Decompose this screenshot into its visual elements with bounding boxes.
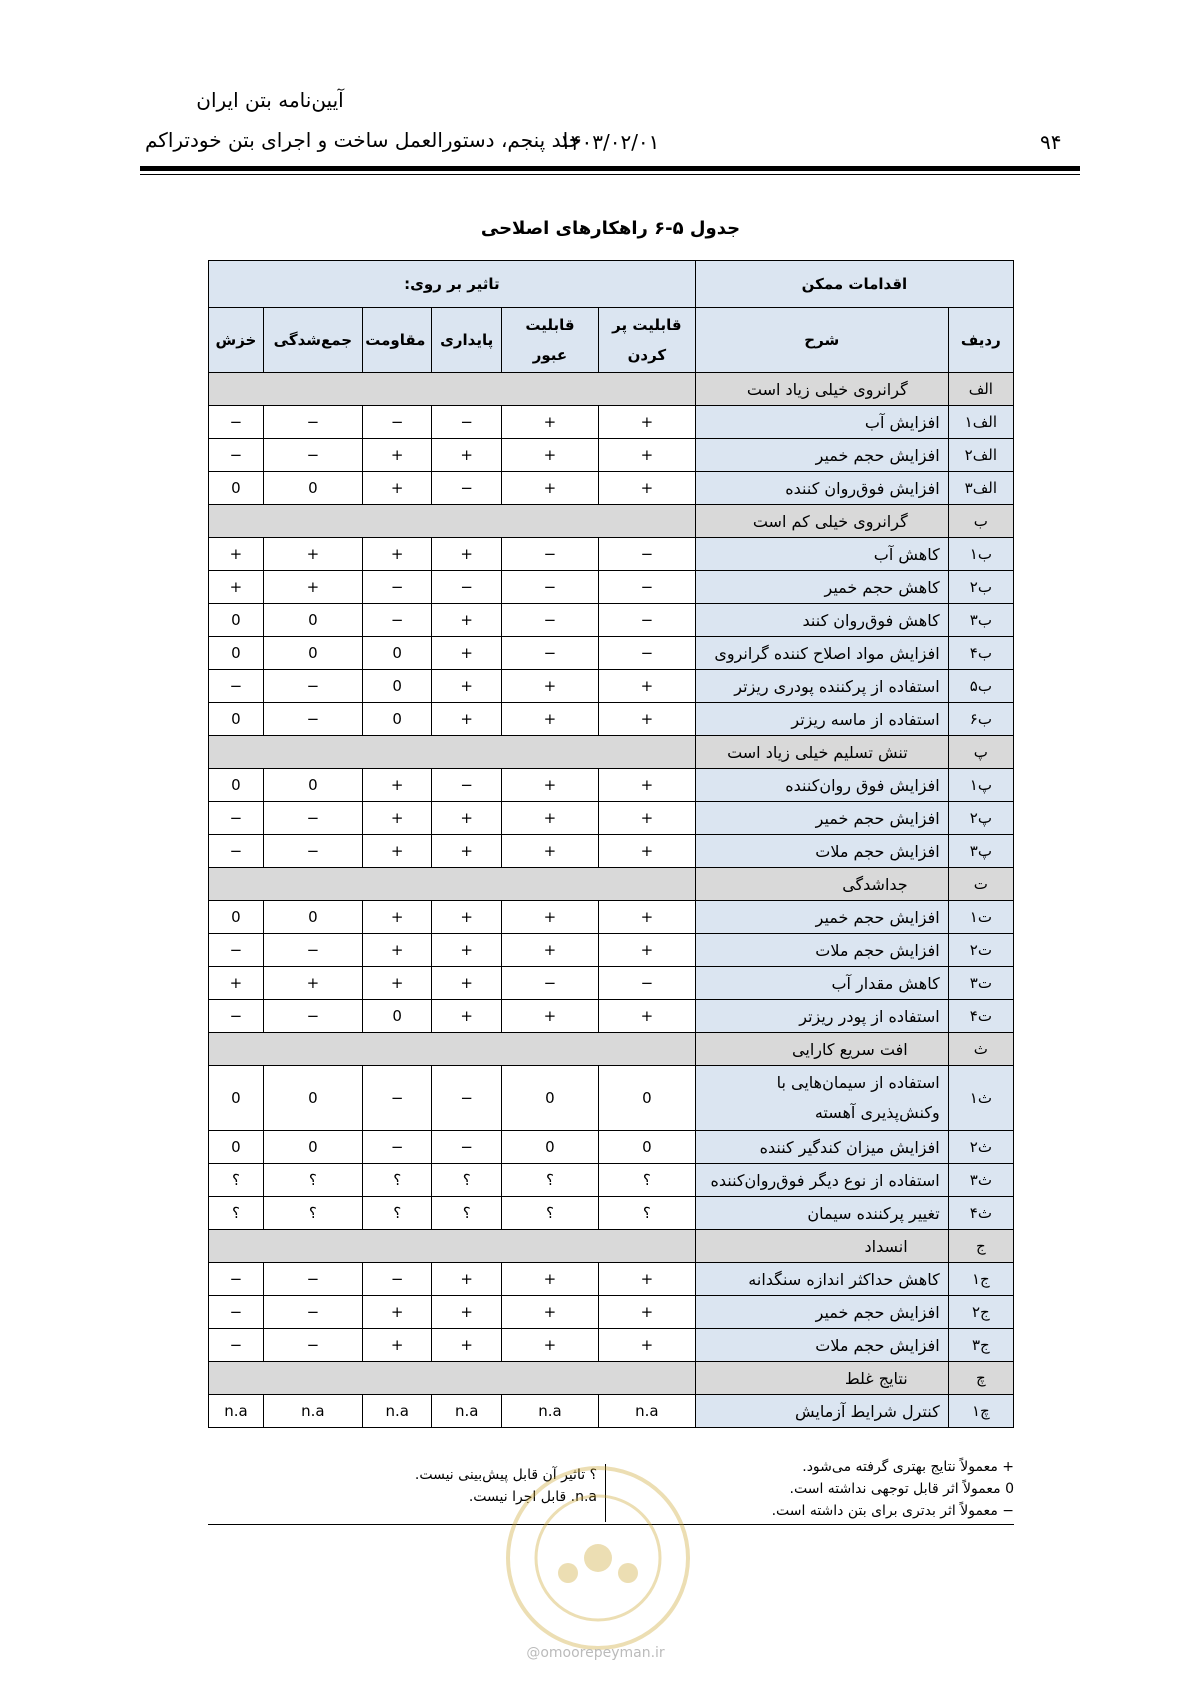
- row-id: ث۳: [948, 1164, 1013, 1197]
- row-desc: کاهش فوق‌روان کنند: [695, 604, 948, 637]
- effect-cell: +: [263, 967, 362, 1000]
- row-id: الف۳: [948, 472, 1013, 505]
- section-row: [209, 1033, 1014, 1066]
- effect-cell: +: [501, 703, 598, 736]
- effect-cell: 0: [209, 1066, 264, 1131]
- row-id: ب۲: [948, 571, 1013, 604]
- section-code: ت: [948, 868, 1013, 901]
- group-actions-header: اقدامات ممکن: [695, 261, 1013, 308]
- row-desc: کاهش حجم خمیر: [695, 571, 948, 604]
- effect-cell: +: [598, 835, 695, 868]
- effect-cell: +: [432, 538, 502, 571]
- section-title: نتایج غلط: [695, 1362, 948, 1395]
- effect-cell: 0: [209, 769, 264, 802]
- table-row: [209, 802, 1014, 835]
- effect-cell: 0: [209, 1131, 264, 1164]
- row-id: ث۱: [948, 1066, 1013, 1131]
- effect-cell: +: [362, 835, 432, 868]
- effect-cell: −: [263, 934, 362, 967]
- row-desc: افزایش حجم خمیر: [695, 901, 948, 934]
- effect-cell: −: [362, 604, 432, 637]
- row-desc: افزایش میزان کندگیر کننده: [695, 1131, 948, 1164]
- effect-cell: −: [209, 802, 264, 835]
- col-header-row: ردیف: [948, 308, 1013, 373]
- effect-cell: +: [501, 769, 598, 802]
- effect-cell: −: [598, 571, 695, 604]
- effect-cell: +: [501, 802, 598, 835]
- table-row: [209, 901, 1014, 934]
- watermark-text: @omoorepeyman.ir: [526, 1645, 665, 1661]
- col-header-stability: پایداری: [432, 308, 502, 373]
- effect-cell: 0: [209, 604, 264, 637]
- section-code: ث: [948, 1033, 1013, 1066]
- effect-cell: 0: [362, 1000, 432, 1033]
- effect-cell: +: [501, 835, 598, 868]
- col-header-pass-line2: عبور: [532, 346, 568, 364]
- effect-cell: −: [263, 703, 362, 736]
- effect-cell: +: [432, 439, 502, 472]
- effect-cell: −: [362, 1066, 432, 1131]
- section-code: ج: [948, 1230, 1013, 1263]
- effect-cell: +: [501, 901, 598, 934]
- col-header-fill-line1: قابلیت پر: [612, 316, 682, 334]
- effect-cell: +: [209, 967, 264, 1000]
- effect-cell: +: [598, 1329, 695, 1362]
- row-id: الف۱: [948, 406, 1013, 439]
- row-id: الف۲: [948, 439, 1013, 472]
- col-header-desc: شرح: [695, 308, 948, 373]
- section-title: تنش تسلیم خیلی زیاد است: [695, 736, 948, 769]
- effect-cell: −: [263, 670, 362, 703]
- effect-cell: 0: [501, 1066, 598, 1131]
- table-row: [209, 967, 1014, 1000]
- table-row: [209, 538, 1014, 571]
- effect-cell: +: [362, 802, 432, 835]
- effect-cell: +: [362, 901, 432, 934]
- section-filler: [209, 868, 696, 901]
- effect-cell: +: [209, 571, 264, 604]
- effect-cell: +: [598, 1000, 695, 1033]
- effect-cell: +: [362, 1296, 432, 1329]
- table-row: [209, 1131, 1014, 1164]
- effect-cell: −: [598, 604, 695, 637]
- row-id: ت۱: [948, 901, 1013, 934]
- effect-cell: −: [598, 538, 695, 571]
- section-filler: [209, 373, 696, 406]
- col-header-pass-line1: قابلیت: [525, 316, 575, 334]
- table-row: [209, 1197, 1014, 1230]
- row-desc: استفاده از پودر ریزتر: [695, 1000, 948, 1033]
- row-id: ب۴: [948, 637, 1013, 670]
- effect-cell: n.a: [598, 1395, 695, 1428]
- row-id: ج۱: [948, 1263, 1013, 1296]
- row-desc: افزایش حجم خمیر: [695, 802, 948, 835]
- effect-cell: +: [501, 439, 598, 472]
- section-title: افت سریع کارایی: [695, 1033, 948, 1066]
- table-row: [209, 1066, 1014, 1131]
- effect-cell: n.a: [263, 1395, 362, 1428]
- col-header-strength: مقاومت: [362, 308, 432, 373]
- effect-cell: +: [598, 703, 695, 736]
- row-desc: کاهش آب: [695, 538, 948, 571]
- effect-cell: ؟: [432, 1164, 502, 1197]
- section-row: [209, 373, 1014, 406]
- effect-cell: n.a: [362, 1395, 432, 1428]
- row-id: ب۵: [948, 670, 1013, 703]
- effect-cell: ؟: [263, 1197, 362, 1230]
- table-row: [209, 1263, 1014, 1296]
- table-row: [209, 637, 1014, 670]
- legend-minus: − معمولاً اثر بدتری برای بتن داشته است.: [771, 1503, 1014, 1519]
- table-caption: جدول ۵-۶ راهکارهای اصلاحی: [480, 218, 741, 239]
- effect-cell: ؟: [501, 1197, 598, 1230]
- row-desc-line1: استفاده از سیمان‌هایی با: [776, 1073, 940, 1092]
- effect-cell: 0: [501, 1131, 598, 1164]
- effect-cell: +: [432, 1296, 502, 1329]
- table-row: [209, 604, 1014, 637]
- effect-cell: −: [362, 406, 432, 439]
- effect-cell: +: [362, 439, 432, 472]
- effect-cell: +: [501, 472, 598, 505]
- effect-cell: 0: [598, 1131, 695, 1164]
- section-code: چ: [948, 1362, 1013, 1395]
- table-row: [209, 472, 1014, 505]
- section-filler: [209, 1362, 696, 1395]
- row-desc: افزایش حجم ملات: [695, 934, 948, 967]
- effect-cell: +: [432, 1000, 502, 1033]
- legend-plus: + معمولاً نتایج بهتری گرفته می‌شود.: [802, 1459, 1014, 1475]
- effect-cell: +: [501, 406, 598, 439]
- effect-cell: 0: [362, 637, 432, 670]
- effect-cell: +: [432, 1263, 502, 1296]
- effect-cell: 0: [362, 703, 432, 736]
- effect-cell: −: [432, 571, 502, 604]
- row-desc: افزایش فوق‌روان کننده: [695, 472, 948, 505]
- effect-cell: ؟: [362, 1197, 432, 1230]
- effect-cell: +: [432, 835, 502, 868]
- effect-cell: +: [209, 538, 264, 571]
- effect-cell: +: [362, 934, 432, 967]
- section-title: انسداد: [695, 1230, 948, 1263]
- document-date: ۱۴۰۳/۰۲/۰۱: [560, 130, 660, 154]
- effect-cell: +: [501, 1263, 598, 1296]
- legend-zero: 0 معمولاً اثر قابل توجهی نداشته است.: [789, 1481, 1014, 1497]
- effect-cell: +: [432, 670, 502, 703]
- effect-cell: n.a: [501, 1395, 598, 1428]
- table-row: [209, 1395, 1014, 1428]
- table-row: [209, 835, 1014, 868]
- row-desc-line2: وکنش‌پذیری آهسته: [814, 1103, 940, 1122]
- section-code: ب: [948, 505, 1013, 538]
- section-filler: [209, 505, 696, 538]
- row-id: ث۲: [948, 1131, 1013, 1164]
- table-row: [209, 571, 1014, 604]
- effect-cell: ؟: [598, 1197, 695, 1230]
- effect-cell: −: [263, 406, 362, 439]
- effect-cell: −: [432, 1066, 502, 1131]
- row-desc: افزایش فوق روان‌کننده: [695, 769, 948, 802]
- section-code: پ: [948, 736, 1013, 769]
- row-desc: کاهش مقدار آب: [695, 967, 948, 1000]
- effect-cell: +: [501, 1296, 598, 1329]
- effect-cell: n.a: [432, 1395, 502, 1428]
- effect-cell: +: [432, 967, 502, 1000]
- effect-cell: +: [362, 769, 432, 802]
- effect-cell: +: [598, 406, 695, 439]
- effect-cell: −: [501, 637, 598, 670]
- effect-cell: −: [432, 1131, 502, 1164]
- effect-cell: −: [501, 538, 598, 571]
- effect-cell: −: [501, 604, 598, 637]
- effect-cell: +: [263, 538, 362, 571]
- row-id: ت۴: [948, 1000, 1013, 1033]
- col-header-pass: [501, 308, 598, 373]
- effect-cell: 0: [263, 1131, 362, 1164]
- row-desc: افزایش آب: [695, 406, 948, 439]
- row-desc: استفاده از نوع دیگر فوق‌روان‌کننده: [695, 1164, 948, 1197]
- effect-cell: +: [598, 1296, 695, 1329]
- effect-cell: +: [432, 934, 502, 967]
- effect-cell: ؟: [209, 1164, 264, 1197]
- effect-cell: −: [501, 571, 598, 604]
- row-desc: استفاده از پرکننده پودری ریزتر: [695, 670, 948, 703]
- effect-cell: 0: [598, 1066, 695, 1131]
- effect-cell: −: [432, 406, 502, 439]
- table-row: [209, 1000, 1014, 1033]
- row-id: ت۳: [948, 967, 1013, 1000]
- effect-cell: +: [598, 670, 695, 703]
- effect-cell: −: [209, 1296, 264, 1329]
- row-id: ب۱: [948, 538, 1013, 571]
- effect-cell: −: [263, 439, 362, 472]
- effect-cell: −: [263, 835, 362, 868]
- effect-cell: −: [362, 571, 432, 604]
- effect-cell: −: [263, 1000, 362, 1033]
- table-row: [209, 1296, 1014, 1329]
- effect-cell: −: [432, 472, 502, 505]
- table-row: [209, 1329, 1014, 1362]
- effect-cell: −: [263, 802, 362, 835]
- effect-cell: +: [362, 1329, 432, 1362]
- row-id: پ۱: [948, 769, 1013, 802]
- section-row: [209, 1230, 1014, 1263]
- effect-cell: 0: [263, 1066, 362, 1131]
- effect-cell: +: [598, 439, 695, 472]
- effect-cell: ؟: [501, 1164, 598, 1197]
- effect-cell: +: [501, 1000, 598, 1033]
- effect-cell: +: [432, 604, 502, 637]
- table-row: [209, 439, 1014, 472]
- effect-cell: 0: [263, 769, 362, 802]
- effect-cell: 0: [263, 604, 362, 637]
- row-desc: [695, 1066, 948, 1131]
- effect-cell: +: [501, 934, 598, 967]
- effect-cell: −: [209, 1000, 264, 1033]
- effect-cell: ؟: [598, 1164, 695, 1197]
- effect-cell: +: [598, 934, 695, 967]
- row-id: پ۳: [948, 835, 1013, 868]
- effect-cell: 0: [263, 901, 362, 934]
- effect-cell: −: [209, 1329, 264, 1362]
- table-row: [209, 703, 1014, 736]
- row-desc: تغییر پرکننده سیمان: [695, 1197, 948, 1230]
- effect-cell: +: [432, 1329, 502, 1362]
- section-title: گرانروی خیلی زیاد است: [695, 373, 948, 406]
- header-rule-thick: [140, 166, 1080, 171]
- page-number: ۹۴: [1040, 130, 1062, 154]
- table-group-header: [209, 261, 1014, 308]
- row-desc: کنترل شرایط آزمایش: [695, 1395, 948, 1428]
- table-row: [209, 670, 1014, 703]
- effect-cell: −: [263, 1329, 362, 1362]
- row-id: ج۲: [948, 1296, 1013, 1329]
- row-desc: استفاده از ماسه ریزتر: [695, 703, 948, 736]
- row-desc: کاهش حداکثر اندازه سنگدانه: [695, 1263, 948, 1296]
- section-row: [209, 736, 1014, 769]
- effect-cell: 0: [209, 703, 264, 736]
- effect-cell: +: [501, 1329, 598, 1362]
- effect-cell: ؟: [263, 1164, 362, 1197]
- effect-cell: −: [263, 1263, 362, 1296]
- row-id: چ۱: [948, 1395, 1013, 1428]
- effect-cell: +: [501, 670, 598, 703]
- row-id: ب۳: [948, 604, 1013, 637]
- table-row: [209, 1164, 1014, 1197]
- effect-cell: −: [209, 934, 264, 967]
- section-code: الف: [948, 373, 1013, 406]
- effect-cell: +: [432, 901, 502, 934]
- table-row: [209, 934, 1014, 967]
- header-rule-thin: [140, 174, 1080, 175]
- col-header-fill-line2: کردن: [627, 346, 667, 364]
- effect-cell: ؟: [209, 1197, 264, 1230]
- effect-cell: 0: [263, 637, 362, 670]
- section-filler: [209, 1033, 696, 1066]
- effect-cell: 0: [209, 901, 264, 934]
- effect-cell: ؟: [362, 1164, 432, 1197]
- effect-cell: −: [501, 967, 598, 1000]
- effect-cell: −: [432, 769, 502, 802]
- row-id: ث۴: [948, 1197, 1013, 1230]
- effect-cell: +: [362, 967, 432, 1000]
- effect-cell: −: [209, 406, 264, 439]
- table-row: [209, 406, 1014, 439]
- effect-cell: +: [432, 802, 502, 835]
- table-column-header: [209, 308, 1014, 373]
- effect-cell: −: [598, 967, 695, 1000]
- effect-cell: 0: [263, 472, 362, 505]
- effect-cell: −: [362, 1263, 432, 1296]
- legend-na: n.a. قابل اجرا نیست.: [468, 1489, 597, 1505]
- col-header-fill: [598, 308, 695, 373]
- col-header-creep: خزش: [209, 308, 264, 373]
- row-desc: افزایش حجم ملات: [695, 835, 948, 868]
- group-effect-header: تاثیر بر روی:: [209, 261, 696, 308]
- effect-cell: −: [263, 1296, 362, 1329]
- document-subtitle: جلد پنجم، دستورالعمل ساخت و اجرای بتن خودتراکم: [145, 128, 582, 152]
- row-desc: افزایش حجم خمیر: [695, 1296, 948, 1329]
- row-id: ت۲: [948, 934, 1013, 967]
- row-desc: افزایش حجم ملات: [695, 1329, 948, 1362]
- legend-question: ؟ تاثیر آن قابل پیش‌بینی نیست.: [414, 1467, 597, 1483]
- effect-cell: ؟: [432, 1197, 502, 1230]
- section-filler: [209, 736, 696, 769]
- corrective-actions-table: [208, 260, 1014, 1428]
- effect-cell: +: [432, 703, 502, 736]
- row-id: ب۶: [948, 703, 1013, 736]
- effect-cell: −: [598, 637, 695, 670]
- section-row: [209, 1362, 1014, 1395]
- effect-cell: 0: [209, 472, 264, 505]
- effect-cell: −: [209, 1263, 264, 1296]
- row-desc: افزایش مواد اصلاح کننده گرانروی: [695, 637, 948, 670]
- effect-cell: +: [432, 637, 502, 670]
- effect-cell: −: [362, 1131, 432, 1164]
- effect-cell: −: [209, 439, 264, 472]
- row-id: پ۲: [948, 802, 1013, 835]
- section-title: جداشدگی: [695, 868, 948, 901]
- effect-cell: 0: [209, 637, 264, 670]
- table-row: [209, 769, 1014, 802]
- effect-cell: −: [209, 835, 264, 868]
- effect-cell: −: [209, 670, 264, 703]
- section-filler: [209, 1230, 696, 1263]
- effect-cell: +: [362, 472, 432, 505]
- document-title: آیین‌نامه بتن ایران: [196, 88, 344, 112]
- row-desc: افزایش حجم خمیر: [695, 439, 948, 472]
- effect-cell: +: [598, 802, 695, 835]
- row-id: ج۳: [948, 1329, 1013, 1362]
- effect-cell: +: [263, 571, 362, 604]
- col-header-shrinkage: جمع‌شدگی: [263, 308, 362, 373]
- section-title: گرانروی خیلی کم است: [695, 505, 948, 538]
- effect-cell: +: [598, 472, 695, 505]
- effect-cell: +: [598, 901, 695, 934]
- section-row: [209, 868, 1014, 901]
- effect-cell: +: [598, 1263, 695, 1296]
- effect-cell: +: [362, 538, 432, 571]
- section-row: [209, 505, 1014, 538]
- effect-cell: 0: [362, 670, 432, 703]
- effect-cell: +: [598, 769, 695, 802]
- effect-cell: n.a: [209, 1395, 264, 1428]
